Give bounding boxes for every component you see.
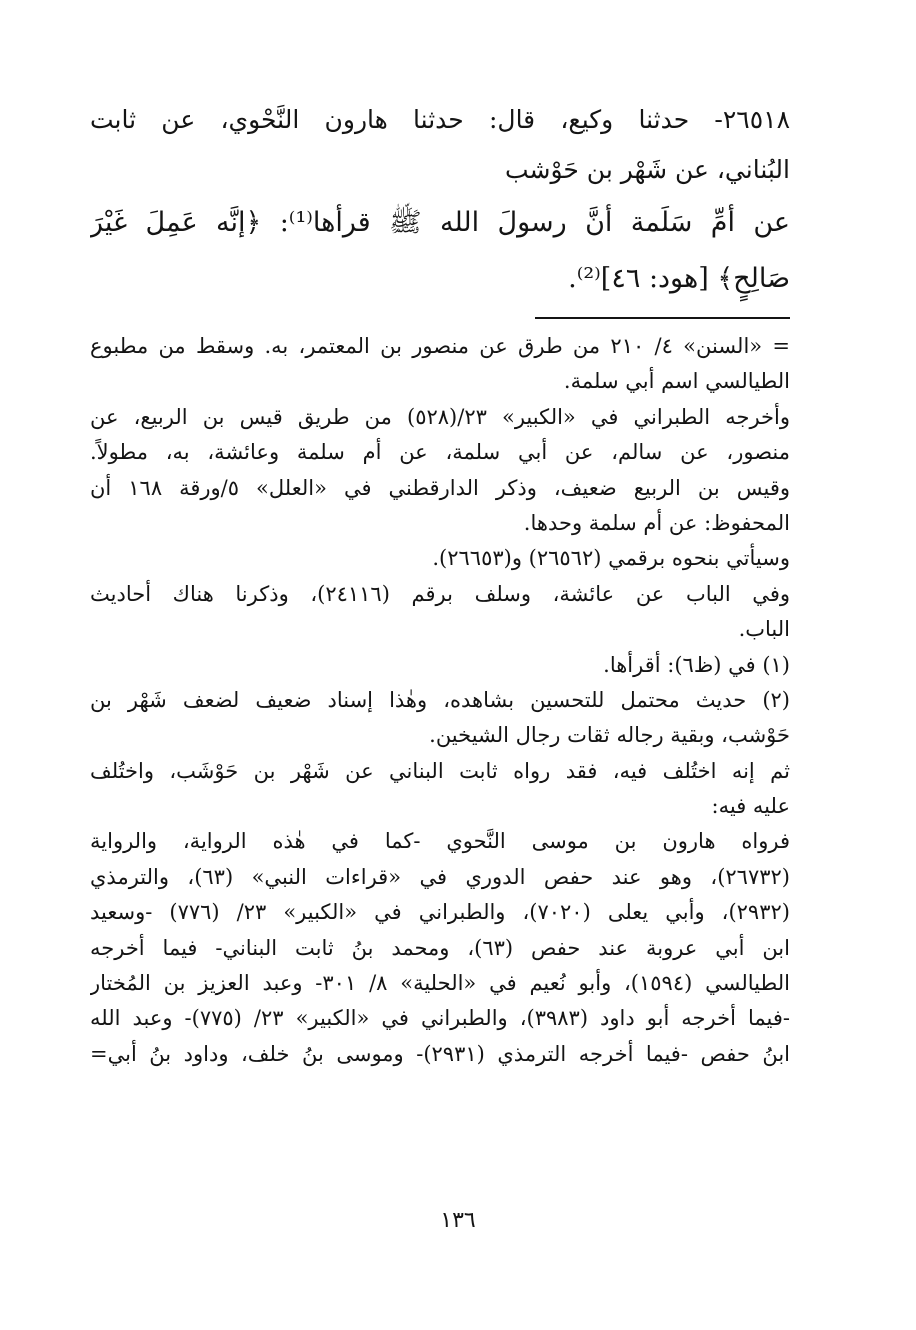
footnote-line: ابنُ حفص -فيما أخرجه الترمذي (٢٩٣١)- وموسى بنُ خلف، وداود بنُ أبي= xyxy=(90,1041,790,1066)
footnote-line: الباب. xyxy=(738,617,790,642)
footnote-line: وفي الباب عن عائشة، وسلف برقم (٢٤١١٦)، وذكرنا هناك أحاديث xyxy=(90,581,790,606)
footnote-line: = «السنن» ٤/ ٢١٠ من طرق عن منصور بن المعتمر، به. وسقط من مطبوع xyxy=(90,334,790,358)
hadith-verse xyxy=(90,195,790,307)
footnote-line: حَوْشب، وبقية رجاله ثقات رجال الشيخين. xyxy=(429,723,790,748)
footnote-line: الطيالسي اسم أبي سلمة. xyxy=(563,369,790,394)
footnote-line: الطيالسي (١٥٩٤)، وأبو نُعيم في «الحلية» ٨/ ٣٠١- وعبد العزيز بن المُختار xyxy=(90,971,790,996)
text-line: عن أمِّ سَلَمة أنَّ رسولَ الله ﷺ قرأها⁽¹⁾: ﴿إنَّه عَمِلَ غَيْرَ xyxy=(90,207,790,238)
footnote-line: عليه فيه: xyxy=(711,794,790,819)
page-body xyxy=(90,95,790,1072)
footnote-line: (٢٩٣٢)، وأبي يعلى (٧٠٢٠)، والطبراني في «الكبير» ٢٣/ (٧٧٦) -وسعيد xyxy=(90,900,790,925)
hadith-text xyxy=(90,95,790,195)
footnote-line: وسيأتي بنحوه برقمي (٢٦٥٦٢) و(٢٦٦٥٣). xyxy=(432,546,790,571)
text-line: صَالِحٍ﴾ [هود: ٤٦]⁽²⁾. xyxy=(568,263,790,294)
page-number: ١٣٦ xyxy=(440,1208,476,1233)
footnote-line: وأخرجه الطبراني في «الكبير» ٢٣/(٥٢٨) من طريق قيس بن الربيع، عن xyxy=(90,404,790,429)
footnote-line: (٢٦٧٣٢)، وهو عند حفص الدوري في «قراءات النبي» (٦٣)، والترمذي xyxy=(90,864,790,889)
footnote-line: ابن أبي عروبة عند حفص (٦٣)، ومحمد بنُ ثابت البناني- فيما أخرجه xyxy=(90,935,790,960)
footnote-line: (١) في (ظ٦): أقرأها. xyxy=(603,652,790,677)
footnotes xyxy=(90,329,790,1072)
footnote-line: -فيما أخرجه أبو داود (٣٩٨٣)، والطبراني في «الكبير» ٢٣/ (٧٧٥)- وعبد الله xyxy=(90,1006,790,1031)
footnote-line: (٢) حديث محتمل للتحسين بشاهده، وهٰذا إسناد ضعيف لضعف شَهْر بن xyxy=(90,687,790,712)
footnote-divider xyxy=(535,317,790,319)
footnote-line: المحفوظ: عن أم سلمة وحدها. xyxy=(523,510,790,535)
footnote-line: منصور، عن سالم، عن أبي سلمة، عن أم سلمة وعائشة، به، مطولاً. xyxy=(90,440,790,465)
text-line: البُناني، عن شَهْر بن حَوْشب xyxy=(505,155,790,184)
footnote-line: وقيس بن الربيع ضعيف، وذكر الدارقطني في «العلل» ٥/ورقة ١٦٨ أن xyxy=(90,475,790,500)
footnote-line: فرواه هارون بن موسى النَّحوي -كما في هٰذه الرواية، والرواية xyxy=(90,829,790,854)
text-line: ٢٦٥١٨- حدثنا وكيع، قال: حدثنا هارون النَّحْوي، عن ثابت xyxy=(90,105,790,134)
footnote-line: ثم إنه اختُلف فيه، فقد رواه ثابت البناني عن شَهْر بن حَوْشَب، واختُلف xyxy=(90,758,790,783)
